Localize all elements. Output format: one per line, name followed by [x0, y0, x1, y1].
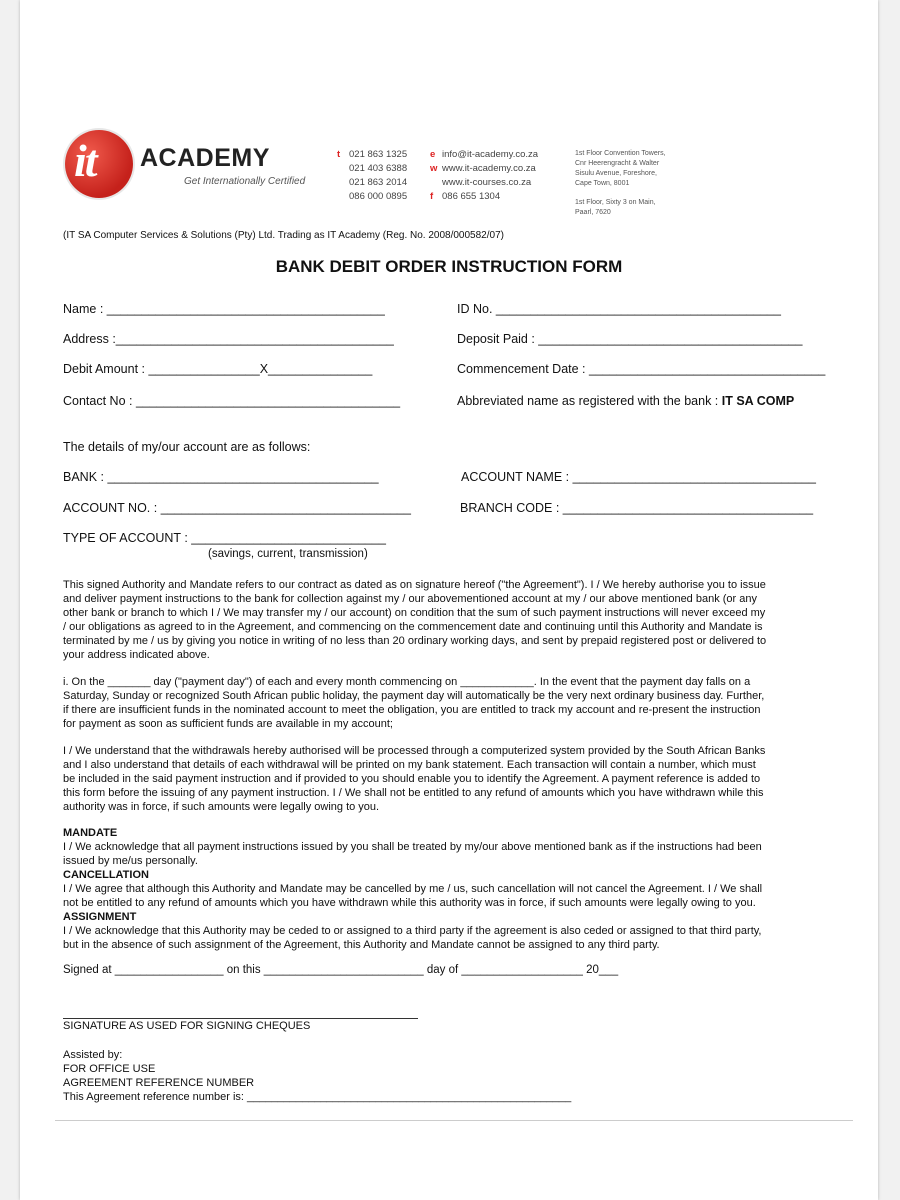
- phone-list: [337, 148, 407, 204]
- debit-amount-field[interactable]: Debit Amount : ________________X_______________: [63, 362, 373, 376]
- payment-day-paragraph: [63, 675, 764, 731]
- phone-3: 021 863 2014: [349, 177, 408, 188]
- address2-line: Paarl, 7620: [575, 209, 611, 216]
- account-intro: The details of my/our account are as follows:: [63, 440, 311, 454]
- registration-line: (IT SA Computer Services & Solutions (Pty) Ltd. Trading as IT Academy (Reg. No. 2008/000582/07): [63, 230, 504, 241]
- paragraph-line: This signed Authority and Mandate refers to our contract as dated as on signature hereof ("the Agreement"). I / We hereby authorise you to issue: [63, 579, 766, 591]
- address-paarl: [575, 198, 656, 218]
- paragraph-line: terminated by me / us by giving you notice in writing of no less than 20 ordinary working days, and sent by prepaid registered post or delivered to: [63, 635, 767, 647]
- commencement-date-field[interactable]: Commencement Date : __________________________________: [457, 362, 826, 376]
- paragraph-line: Saturday, Sunday or recognized South African public holiday, the payment day will automatically be the very next ordinary business day. Further,: [63, 690, 765, 702]
- cancellation-line: I / We agree that although this Authority and Mandate may be cancelled by me / us, such cancellation will not cancel the Agreement. I / We shall: [63, 883, 763, 895]
- account-number-field[interactable]: ACCOUNT NO. : ____________________________________: [63, 501, 411, 515]
- bank-field[interactable]: BANK : _______________________________________: [63, 470, 379, 484]
- address1-line: Sisulu Avenue, Foreshore,: [575, 170, 657, 177]
- mandate-line: I / We acknowledge that all payment instructions issued by you shall be treated by my/our above mentioned bank as if the instructions had been: [63, 841, 762, 853]
- signed-at-field[interactable]: Signed at _________________ on this _________________________ day of ___________________ 20___: [63, 964, 619, 976]
- contact-number-field[interactable]: Contact No : ______________________________________: [63, 394, 401, 408]
- email-address: info@it-academy.co.za: [442, 149, 539, 160]
- phone-1: 021 863 1325: [349, 149, 408, 160]
- mandate-line: issued by me/us personally.: [63, 855, 198, 867]
- fax-number: 086 655 1304: [442, 191, 501, 202]
- abbreviated-name: [457, 394, 794, 408]
- cancellation-heading: CANCELLATION: [63, 869, 149, 881]
- account-type-field[interactable]: TYPE OF ACCOUNT : ____________________________: [63, 531, 386, 545]
- signature-label: SIGNATURE AS USED FOR SIGNING CHEQUES: [63, 1020, 311, 1032]
- paragraph-line: authority was in force, if such amounts were legally owing to you.: [63, 801, 380, 813]
- withdrawals-paragraph: [63, 744, 765, 814]
- web-label: w: [430, 163, 438, 174]
- abbreviated-name-label: Abbreviated name as registered with the bank :: [457, 394, 719, 408]
- form-title: BANK DEBIT ORDER INSTRUCTION FORM: [275, 257, 623, 276]
- account-type-hint: (savings, current, transmission): [208, 548, 368, 560]
- agreement-reference-label: AGREEMENT REFERENCE NUMBER: [63, 1077, 255, 1089]
- signature-line[interactable]: [63, 1018, 418, 1019]
- paragraph-line: and deliver payment instructions to the bank for collection against my / our abovementioned account at my / our above mentioned bank (or any: [63, 593, 758, 605]
- mandate-heading: MANDATE: [63, 827, 118, 839]
- document-page: [20, 0, 878, 1200]
- terms-section: [63, 826, 762, 952]
- paragraph-line: i. On the _______ day ("payment day") of each and every month commencing on ____________. In the event that the payment day falls on a: [63, 676, 751, 688]
- phone-4: 086 000 0895: [349, 191, 408, 202]
- assisted-by-label: Assisted by:: [63, 1049, 123, 1061]
- phone-2: 021 403 6388: [349, 163, 408, 174]
- assignment-line: I / We acknowledge that this Authority may be ceded to or assigned to a third party if the agreement is also ceded or assigned to that third party,: [63, 925, 762, 937]
- paragraph-line: your address indicated above.: [63, 649, 210, 661]
- address1-line: Cnr Heerengracht & Walter: [575, 160, 660, 167]
- paragraph-line: for payment as soon as sufficient funds are available in my account;: [63, 718, 393, 730]
- logo-tagline: Get Internationally Certified: [184, 176, 306, 187]
- paragraph-line: I / We understand that the withdrawals hereby authorised will be processed through a computerized system provided by the South African Banks: [63, 745, 766, 757]
- website-2: www.it-courses.co.za: [442, 177, 532, 188]
- assignment-heading: ASSIGNMENT: [63, 911, 137, 923]
- address1-line: Cape Town, 8001: [575, 180, 630, 187]
- cancellation-line: not be entitled to any refund of amounts which you have withdrawn while this authority was in force, if such amounts were legally owing to you.: [63, 897, 756, 909]
- logo-name: ACADEMY: [140, 144, 270, 172]
- paragraph-line: and I also understand that details of each withdrawal will be printed on my bank statement. Each transaction will contain a number, which must: [63, 759, 756, 771]
- branch-code-field[interactable]: BRANCH CODE : ____________________________________: [460, 501, 814, 515]
- authority-paragraph: [63, 578, 766, 662]
- paragraph-line: if there are insufficient funds in the nominated account to meet the obligation, you are entitled to track my account and re-present the instruction: [63, 704, 761, 716]
- account-name-field[interactable]: ACCOUNT NAME : ___________________________________: [461, 470, 816, 484]
- address-field[interactable]: Address :________________________________________: [63, 332, 394, 346]
- assignment-line: but in the absence of such assignment of the Agreement, this Authority and Mandate cannot be assigned to any third party.: [63, 939, 660, 951]
- phone-label: t: [337, 149, 341, 160]
- address2-line: 1st Floor, Sixty 3 on Main,: [575, 199, 656, 206]
- bottom-divider: [55, 1120, 853, 1121]
- logo-mark: it: [74, 135, 96, 186]
- website-1: www.it-academy.co.za: [442, 163, 536, 174]
- fax-label: f: [430, 191, 434, 202]
- paragraph-line: this form before the issuing of any payment instruction. I / We shall not be entitled to any refund of amounts which you have withdrawn while this: [63, 787, 764, 799]
- address-cape-town: [575, 149, 666, 189]
- address1-line: 1st Floor Convention Towers,: [575, 150, 666, 157]
- id-number-field[interactable]: ID No. _________________________________________: [457, 302, 781, 316]
- paragraph-line: / our obligations as agreed to in the Agreement, and commencing on the commencement date and continuing until this Authority and Mandate is: [63, 621, 763, 633]
- reference-number-field[interactable]: This Agreement reference number is: _____________________________________________________: [63, 1091, 572, 1103]
- deposit-paid-field[interactable]: Deposit Paid : ______________________________________: [457, 332, 803, 346]
- abbreviated-name-value: IT SA COMP: [721, 394, 795, 408]
- paragraph-line: be included in the said payment instruction and if provided to you should enable you to identify the Agreement. A payment reference is added to: [63, 773, 761, 785]
- office-use-section: [63, 1048, 571, 1104]
- name-field[interactable]: Name : ________________________________________: [63, 302, 385, 316]
- office-use-label: FOR OFFICE USE: [63, 1063, 156, 1075]
- email-label: e: [430, 149, 436, 160]
- web-list: [430, 148, 538, 204]
- paragraph-line: other bank or branch to which I / We may transfer my / our account) on condition that the sum of such payment instructions will never exceed my: [63, 607, 766, 619]
